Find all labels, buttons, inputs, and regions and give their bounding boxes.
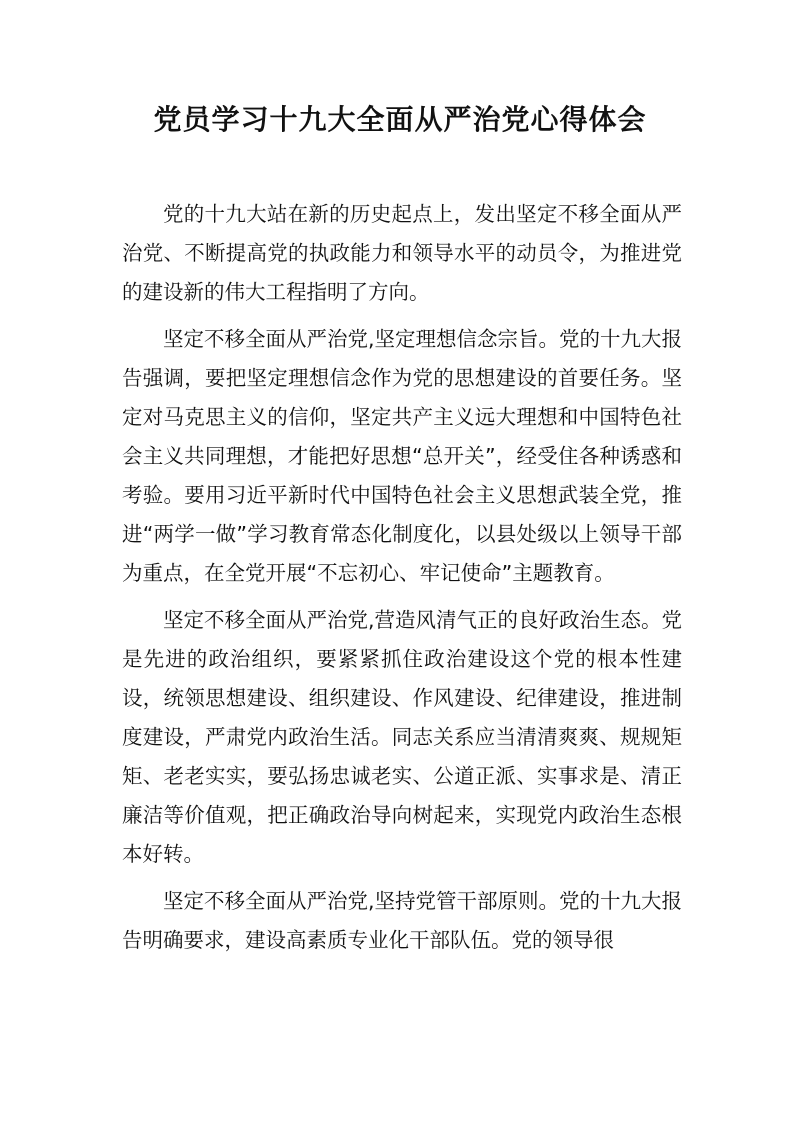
document-title: 党员学习十九大全面从严治党心得体会: [153, 103, 647, 136]
paragraph-intro: 党的十九大站在新的历史起点上，发出坚定不移全面从严治党、不断提高党的执政能力和领导水平的动员令，为推进党的建设新的伟大工程指明了方向。: [122, 202, 682, 304]
paragraph-political-ecology: 坚定不移全面从严治党,营造风清气正的良好政治生态。党是先进的政治组织，要紧紧抓住政治建设这个党的根本性建设，统领思想建设、组织建设、作风建设、纪律建设，推进制度建设，严肃党内政治生活。同志关系应当清清爽爽、规规矩矩、老老实实，要弘扬忠诚老实、公道正派、实事求是、清正廉洁等价值观，把正确政治导向树起来，实现党内政治生态根本好转。: [122, 608, 683, 866]
paragraph-cadre-principle: 坚定不移全面从严治党,坚持党管干部原则。党的十九大报告明确要求，建设高素质专业化干部队伍。党的领导很: [122, 889, 683, 952]
document-body: [122, 195, 682, 968]
paragraph-ideals: 坚定不移全面从严治党,坚定理想信念宗旨。党的十九大报告强调，要把坚定理想信念作为党的思想建设的首要任务。坚定对马克思主义的信仰，坚定共产主义远大理想和中国特色社会主义共同理想，才能把好思想“总开关”，经受住各种诱惑和考验。要用习近平新时代中国特色社会主义思想武装全党，推进“两学一做”学习教育常态化制度化，以县处级以上领导干部为重点，在全党开展“不忘初心、牢记使命”主题教育。: [122, 327, 683, 585]
